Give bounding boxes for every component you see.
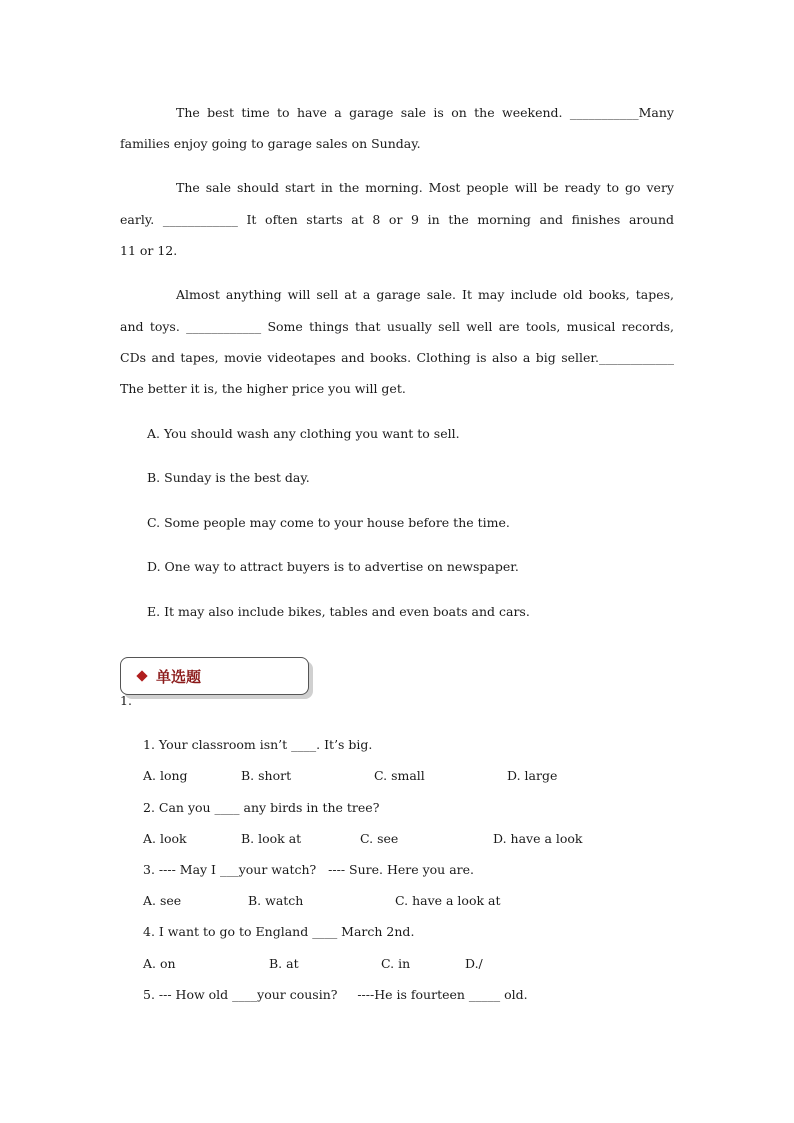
choice: A. on — [143, 956, 176, 971]
passage-p3-line4: The better it is, the higher price you will get. — [120, 381, 406, 396]
choice: B. short — [241, 768, 292, 783]
section-title: 单选题 — [156, 668, 202, 686]
option-a: A. You should wash any clothing you want to sell. — [147, 426, 460, 441]
question-stem: 4. I want to go to England ____ March 2nd. — [143, 924, 415, 939]
choice: C. have a look at — [395, 893, 501, 908]
question-stem: 3. ---- May I ___your watch? ---- Sure. Here you are. — [143, 862, 475, 877]
choice: B. look at — [241, 831, 302, 846]
choice: B. watch — [248, 893, 304, 908]
choice: A. long — [143, 768, 188, 783]
option-e: E. It may also include bikes, tables and even boats and cars. — [147, 604, 530, 619]
choice: D. have a look — [493, 831, 583, 846]
question-stem: 1. Your classroom isn’t ____. It’s big. — [143, 737, 373, 752]
option-b: B. Sunday is the best day. — [147, 470, 310, 485]
question-stem: 2. Can you ____ any birds in the tree? — [143, 800, 380, 815]
option-c: C. Some people may come to your house before the time. — [147, 515, 510, 530]
passage-p1-line1: The best time to have a garage sale is on the weekend. ___________Many — [176, 105, 674, 120]
diamond-icon — [136, 670, 147, 681]
section-header — [120, 657, 309, 695]
choice: D. large — [507, 768, 558, 783]
passage-p1-line2: families enjoy going to garage sales on Sunday. — [120, 136, 421, 151]
choice: D./ — [465, 956, 483, 971]
question-stem: 5. --- How old ____your cousin? ----He is fourteen _____ old. — [143, 987, 528, 1002]
passage-p2-line2: early. ____________ It often starts at 8 or 9 in the morning and finishes around — [120, 212, 674, 227]
choice: B. at — [269, 956, 299, 971]
section-number: 1. — [120, 693, 132, 708]
choice: C. in — [381, 956, 411, 971]
passage-p3-line1: Almost anything will sell at a garage sale. It may include old books, tapes, — [176, 287, 674, 302]
passage-p3-line2: and toys. ____________ Some things that usually sell well are tools, musical records, — [120, 319, 674, 334]
passage-p2-line3: 11 or 12. — [120, 243, 178, 258]
choice: A. look — [143, 831, 187, 846]
passage-p2-line1: The sale should start in the morning. Most people will be ready to go very — [176, 180, 674, 195]
choice: C. see — [360, 831, 399, 846]
option-d: D. One way to attract buyers is to advertise on newspaper. — [147, 559, 519, 574]
choice: C. small — [374, 768, 425, 783]
choice: A. see — [143, 893, 182, 908]
passage-p3-line3: CDs and tapes, movie videotapes and books. Clothing is also a big seller.____________ — [120, 350, 674, 365]
